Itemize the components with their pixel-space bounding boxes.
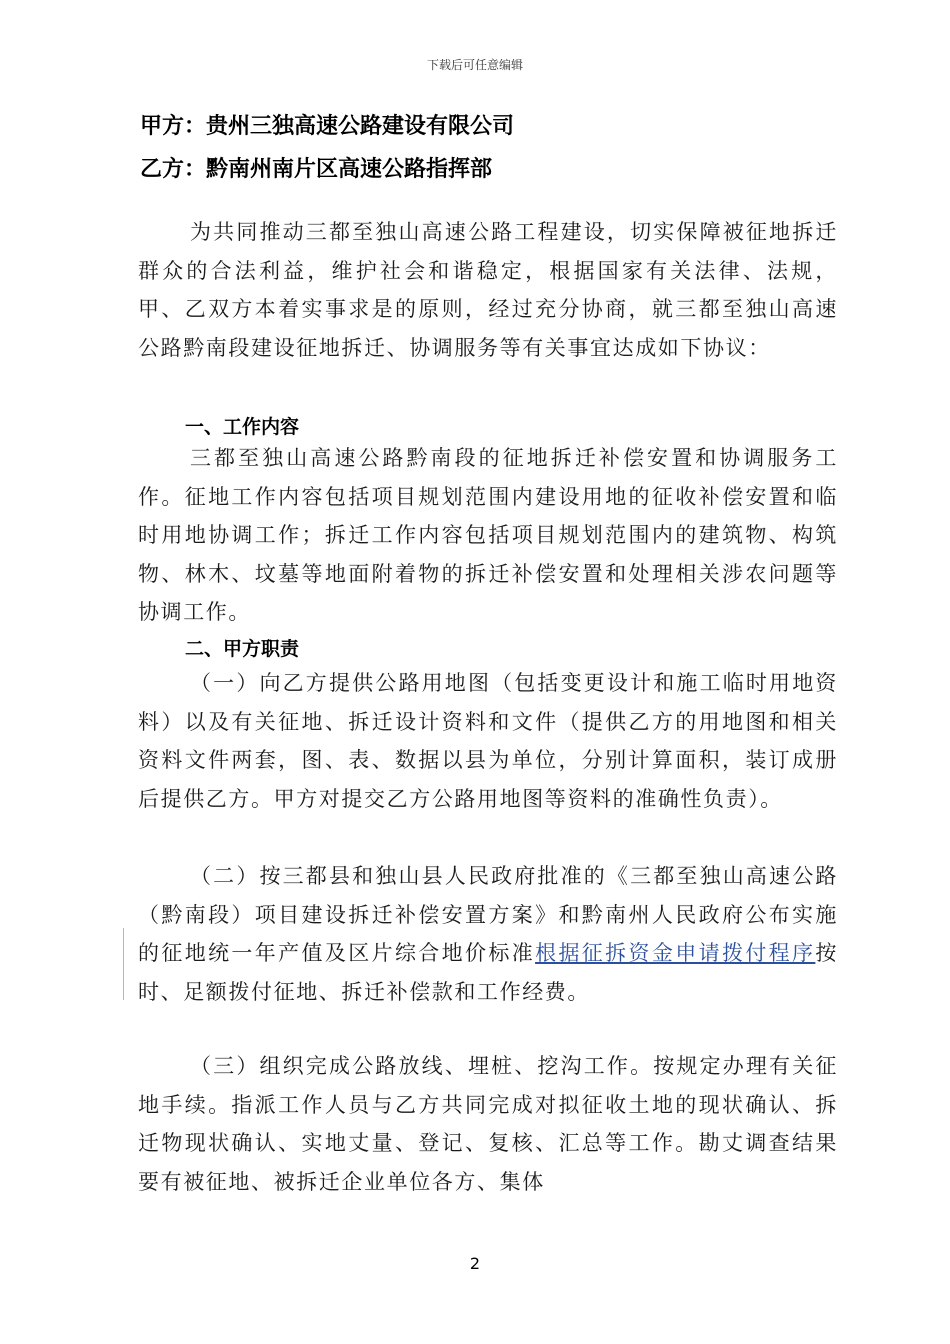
page-header: 下载后可任意编辑 (426, 58, 523, 72)
section-2-item-2 (138, 857, 838, 1011)
section-1-body: 三都至独山高速公路黔南段的征地拆迁补偿安置和协调服务工作。征地工作内容包括项目规划范围内建设用地的征收补偿安置和临时用地协调工作；拆迁工作内容包括项目规划范围内的建筑物、构筑物、林木、坟墓等地面附着物的拆迁补偿安置和处理相关涉农问题等协调工作。 (138, 446, 838, 624)
item-2-text-after: 按时、足额拨付征地、拆迁补偿款和工作经费。 (138, 941, 838, 1004)
revision-bar (123, 928, 124, 1000)
fund-procedure-link[interactable]: 根据征拆资金申请拨付程序 (535, 941, 816, 965)
intro-paragraph: 为共同推动三都至独山高速公路工程建设，切实保障被征地拆迁群众的合法利益，维护社会和谐稳定，根据国家有关法律、法规，甲、乙双方本着实事求是的原则，经过充分协商，就三都至独山高速公路黔南段建设征地拆迁、协调服务等有关事宜达成如下协议： (138, 220, 838, 360)
section-1-heading: 一、工作内容 (185, 416, 300, 438)
item-2-text-before: （二）按三都县和独山县人民政府批准的《三都至独山高速公路（黔南段）项目建设拆迁补偿安置方案》和黔南州人民政府公布实施的征地统一年产值及区片综合地价标准 (138, 864, 838, 965)
party-b-line: 乙方：黔南州南片区高速公路指挥部 (140, 157, 493, 182)
section-2-item-1: （一）向乙方提供公路用地图（包括变更设计和施工临时用地资料）以及有关征地、拆迁设计资料和文件（提供乙方的用地图和相关资料文件两套，图、表、数据以县为单位，分别计算面积，装订成册后提供乙方。甲方对提交乙方公路用地图等资料的准确性负责）。 (138, 671, 838, 811)
party-a-line: 甲方：贵州三独高速公路建设有限公司 (140, 114, 515, 139)
page-number: 2 (469, 1254, 481, 1273)
section-2-heading: 二、甲方职责 (185, 638, 300, 660)
section-2-item-3: （三）组织完成公路放线、埋桩、挖沟工作。按规定办理有关征地手续。指派工作人员与乙方共同完成对拟征收土地的现状确认、拆迁物现状确认、实地丈量、登记、复核、汇总等工作。勘丈调查结果要有被征地、被拆迁企业单位各方、集体 (138, 1054, 838, 1194)
